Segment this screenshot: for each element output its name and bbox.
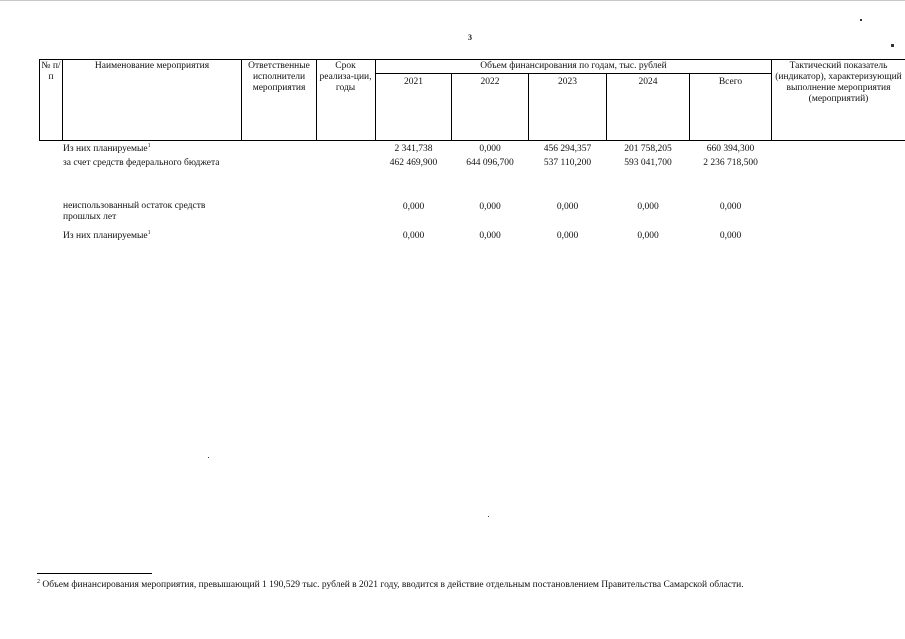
- value-cell: 0,000: [719, 202, 742, 212]
- top-border: [0, 0, 905, 1]
- value-cell: 0,000: [479, 202, 501, 212]
- footnote: [37, 579, 744, 591]
- header-year-2024: 2024: [638, 77, 658, 87]
- row-label: неиспользованный остаток средств прошлых лет: [63, 201, 206, 222]
- scan-speck: [208, 457, 209, 458]
- page-number: 3: [468, 33, 472, 42]
- header-responsible: Ответственные исполнители мероприятия: [248, 61, 310, 93]
- value-cell: 537 110,200: [543, 158, 592, 168]
- table-rule: [375, 59, 376, 140]
- value-cell: 201 758,205: [624, 144, 672, 154]
- header-year-2022: 2022: [480, 77, 500, 87]
- value-cell: 0,000: [479, 144, 501, 154]
- table-rule: [375, 73, 771, 74]
- value-cell: 593 041,700: [624, 158, 672, 168]
- table-rule: [241, 59, 242, 140]
- value-cell: 644 096,700: [466, 158, 514, 168]
- value-cell: 462 469,900: [389, 158, 438, 168]
- header-indicator: Тактический показатель (индикатор), характеризующий выполнение мероприятия (мероприятий): [775, 61, 902, 104]
- value-cell: 0,000: [556, 231, 579, 241]
- value-cell: 0,000: [719, 231, 742, 241]
- header-name: Наименование мероприятия: [94, 61, 210, 71]
- value-cell: 0,000: [402, 231, 425, 241]
- header-year-total: Всего: [718, 77, 743, 87]
- row-label: за счет средств федерального бюджета: [63, 158, 220, 168]
- scan-speck: [860, 19, 862, 21]
- scan-speck: [891, 44, 894, 47]
- header-year-2023: 2023: [558, 77, 577, 87]
- value-cell: 660 394,300: [706, 144, 755, 154]
- value-cell: 0,000: [556, 202, 579, 212]
- value-cell: 0,000: [637, 202, 659, 212]
- scan-speck: [488, 516, 489, 517]
- table-rule: [39, 140, 905, 141]
- table-rule: [39, 59, 905, 60]
- value-cell: 0,000: [479, 231, 501, 241]
- footnote-text: Объем финансирования мероприятия, превышающий 1 190,529 тыс. рублей в 2021 году, вводится в действие отдельным постановлением Правительства Самарской области.: [42, 580, 744, 590]
- footnote-rule: [37, 573, 152, 574]
- value-cell: 456 294,357: [543, 144, 592, 154]
- row-label: Из них планируемые$^1$: [63, 142, 151, 154]
- value-cell: 2 341,738: [394, 144, 433, 154]
- table-rule: [62, 59, 63, 140]
- value-cell: 0,000: [637, 231, 659, 241]
- header-term: Срок реализа-ции, годы: [319, 61, 372, 93]
- header-financing: Объем финансирования по годам, тыс. рублей: [480, 61, 667, 71]
- header-year-2021: 2021: [404, 77, 423, 87]
- footnote-mark: 2: [37, 578, 40, 585]
- row-label: Из них планируемые$^1$: [63, 229, 151, 241]
- value-cell: 2 236 718,500: [703, 158, 758, 168]
- value-cell: 0,000: [402, 202, 425, 212]
- header-num: № п/п: [41, 61, 61, 82]
- table-rule: [39, 59, 40, 140]
